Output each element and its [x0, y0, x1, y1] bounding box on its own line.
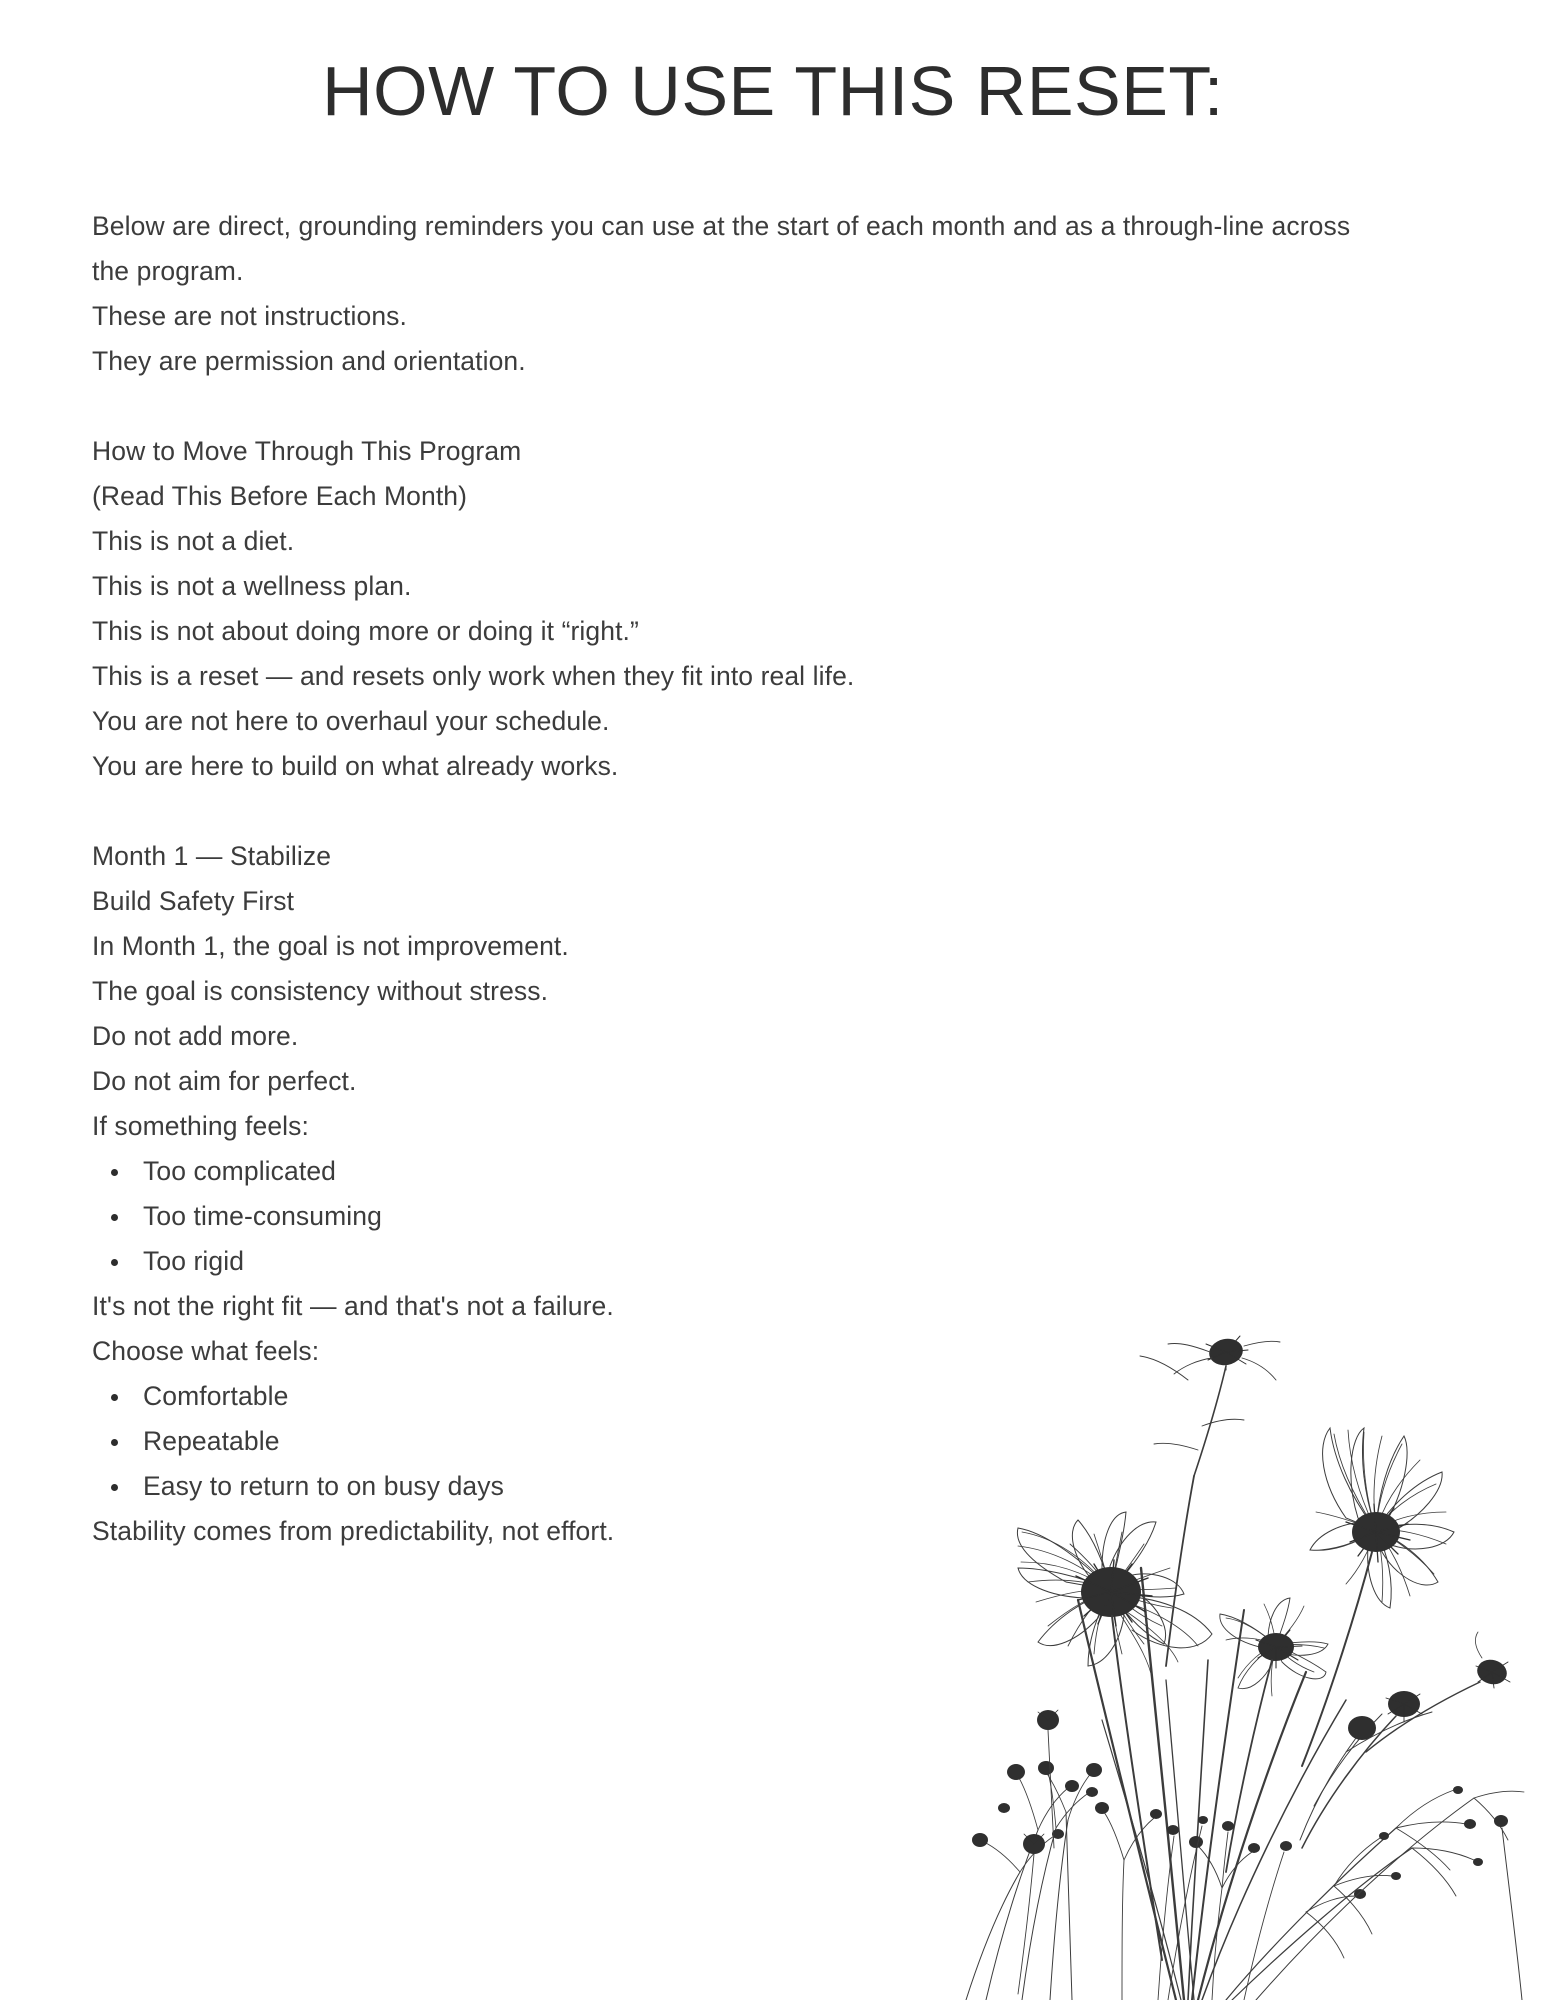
list-intro-label: Choose what feels:: [92, 1336, 320, 1366]
block-spacer: [92, 789, 1472, 834]
bullet-list-avoid: [92, 1149, 1472, 1284]
list-item: Too complicated: [92, 1149, 1472, 1194]
paragraph-block-intro: [92, 204, 1472, 384]
paragraph-line: In Month 1, the goal is not improvement.: [92, 931, 569, 961]
document-body: [92, 204, 1472, 1554]
section-subheading: (Read This Before Each Month): [92, 481, 468, 511]
paragraph-block-month-1: [92, 834, 1472, 1149]
list-intro-label: If something feels:: [92, 1111, 309, 1141]
paragraph-line: It's not the right fit — and that's not a failure.: [92, 1291, 614, 1321]
paragraph-line: The goal is consistency without stress.: [92, 976, 549, 1006]
section-heading: How to Move Through This Program: [92, 436, 522, 466]
paragraph-line: Below are direct, grounding reminders you can use at the start of each month and as a through-line across the program.: [92, 211, 1351, 286]
paragraph-line: This is not about doing more or doing it “right.”: [92, 616, 639, 646]
list-item: Easy to return to on busy days: [92, 1464, 1472, 1509]
paragraph-line: You are here to build on what already works.: [92, 751, 619, 781]
paragraph-line: This is not a diet.: [92, 526, 295, 556]
bullet-list-choose: [92, 1374, 1472, 1509]
block-spacer: [92, 384, 1472, 429]
list-item: Repeatable: [92, 1419, 1472, 1464]
paragraph-line: This is not a wellness plan.: [92, 571, 412, 601]
paragraph-line: Do not add more.: [92, 1021, 299, 1051]
page-title: HOW TO USE THIS RESET:: [322, 52, 1224, 130]
paragraph-line: These are not instructions.: [92, 301, 407, 331]
list-item: Too time-consuming: [92, 1194, 1472, 1239]
section-subheading: Build Safety First: [92, 886, 295, 916]
paragraph-block-how-to-move: [92, 429, 1472, 789]
closing-line: Stability comes from predictability, not effort.: [92, 1516, 615, 1546]
list-item: Too rigid: [92, 1239, 1472, 1284]
paragraph-line: They are permission and orientation.: [92, 346, 526, 376]
paragraph-line: You are not here to overhaul your schedule.: [92, 706, 610, 736]
paragraph-line: Do not aim for perfect.: [92, 1066, 357, 1096]
section-heading: Month 1 — Stabilize: [92, 841, 332, 871]
list-item: Comfortable: [92, 1374, 1472, 1419]
paragraph-line: This is a reset — and resets only work when they fit into real life.: [92, 661, 855, 691]
